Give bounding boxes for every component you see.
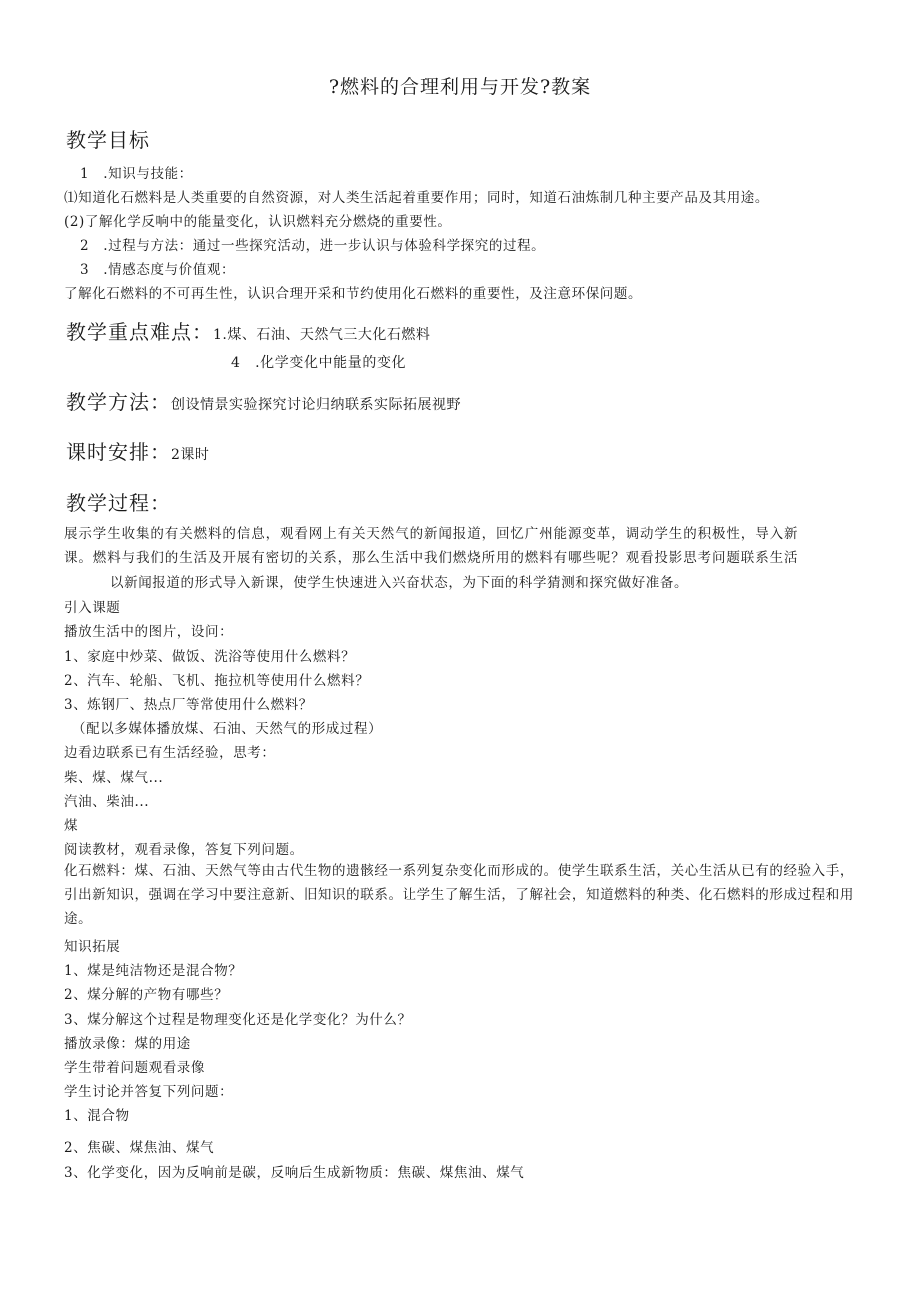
process-line-14: 2、煤分解的产物有哪些？ — [64, 987, 229, 1003]
process-line-18: 学生讨论并答复下列问题： — [64, 1084, 234, 1100]
process-heading: 教学过程： — [66, 491, 171, 515]
document-title: ?燃料的合理利用与开发?教案 — [328, 76, 592, 98]
methods-text: 创设情景实验探究讨论归纳联系实际拓展视野 — [171, 397, 461, 413]
process-line-2: 播放生活中的图片，设问： — [64, 624, 234, 640]
process-line-13: 1、煤是纯洁物还是混合物？ — [64, 963, 243, 979]
methods-label: 教学方法： — [66, 390, 171, 414]
key-point-1: 1.煤、石油、天然气三大化石燃料 — [213, 327, 431, 343]
process-line-17: 学生带着问题观看录像 — [64, 1060, 205, 1076]
schedule-heading — [66, 436, 209, 465]
process-line-8: 柴、煤、煤气... — [64, 770, 164, 786]
objective-item-1-sub-1: ⑴知道化石燃料是人类重要的自然资源，对人类生活起着重要作用；同时，知道石油炼制几种主要产品及其用途。 — [64, 190, 769, 206]
schedule-text: 2课时 — [171, 447, 210, 463]
process-line-21: 3、化学变化，因为反响前是碳，反响后生成新物质：焦碳、煤焦油、煤气 — [64, 1165, 525, 1181]
process-line-11: 阅读教材，观看录像，答复下列问题。 — [64, 842, 304, 858]
process-intro-line-2: 课。燃料与我们的生活及开展有密切的关系，那么生活中我们燃烧所用的燃料有哪些呢？观看投影思考问题联系生活 — [64, 550, 799, 566]
process-line-4: 2、汽车、轮船、飞机、拖拉机等使用什么燃料？ — [64, 673, 370, 689]
process-line-15: 3、煤分解这个过程是物理变化还是化学变化？为什么？ — [64, 1012, 412, 1028]
process-line-12: 知识拓展 — [64, 939, 121, 955]
schedule-label: 课时安排： — [66, 440, 171, 464]
process-intro-line-3: 以新闻报道的形式导入新课，使学生快速进入兴奋状态，为下面的科学猜测和探究做好准备。 — [110, 575, 689, 591]
fossil-fuel-paragraph: 化石燃料：煤、石油、天然气等由古代生物的遗骸经一系列复杂变化而形成的。使学生联系生活，关心生活从已有的经验入手，引出新知识，强调在学习中要注意新、旧知识的联系。让学生了解生活，了解社会，知道燃料的种类、化石燃料的形成过程和用途。 — [64, 863, 854, 927]
process-line-19: 1、混合物 — [64, 1108, 130, 1124]
objective-item-1-sub-2: (2)了解化学反响中的能量变化，认识燃料充分燃烧的重要性。 — [64, 214, 452, 230]
key-points-label: 教学重点难点： — [66, 320, 213, 344]
key-points-heading — [66, 316, 430, 345]
process-line-20: 2、焦碳、煤焦油、煤气 — [64, 1140, 215, 1156]
process-line-10: 煤 — [64, 818, 79, 834]
objectives-heading: 教学目标 — [66, 128, 150, 152]
objective-item-2: 2 .过程与方法：通过一些探究活动，进一步认识与体验科学探究的过程。 — [80, 238, 546, 254]
process-line-9: 汽油、柴油... — [64, 794, 150, 810]
objective-item-1: 1 .知识与技能： — [80, 166, 193, 182]
process-intro-line-1: 展示学生收集的有关燃料的信息，观看网上有关天然气的新闻报道，回忆广州能源变革，调动学生的积极性，导入新 — [64, 526, 799, 542]
objective-item-3: 3 .情感态度与价值观： — [80, 262, 236, 278]
process-line-3: 1、家庭中炒菜、做饭、洗浴等使用什么燃料？ — [64, 649, 356, 665]
process-line-6: （配以多媒体播放煤、石油、天然气的形成过程） — [72, 721, 383, 737]
process-line-7: 边看边联系已有生活经验，思考： — [64, 745, 276, 761]
process-line-5: 3、炼钢厂、热点厂等常使用什么燃料？ — [64, 697, 313, 713]
process-line-1: 引入课题 — [64, 600, 121, 616]
methods-heading — [66, 386, 461, 415]
objective-item-3-text: 了解化石燃料的不可再生性，认识合理开采和节约使用化石燃料的重要性，及注意环保问题。 — [64, 286, 643, 302]
key-point-2: 4 .化学变化中能量的变化 — [231, 355, 407, 371]
process-line-16: 播放录像：煤的用途 — [64, 1036, 191, 1052]
